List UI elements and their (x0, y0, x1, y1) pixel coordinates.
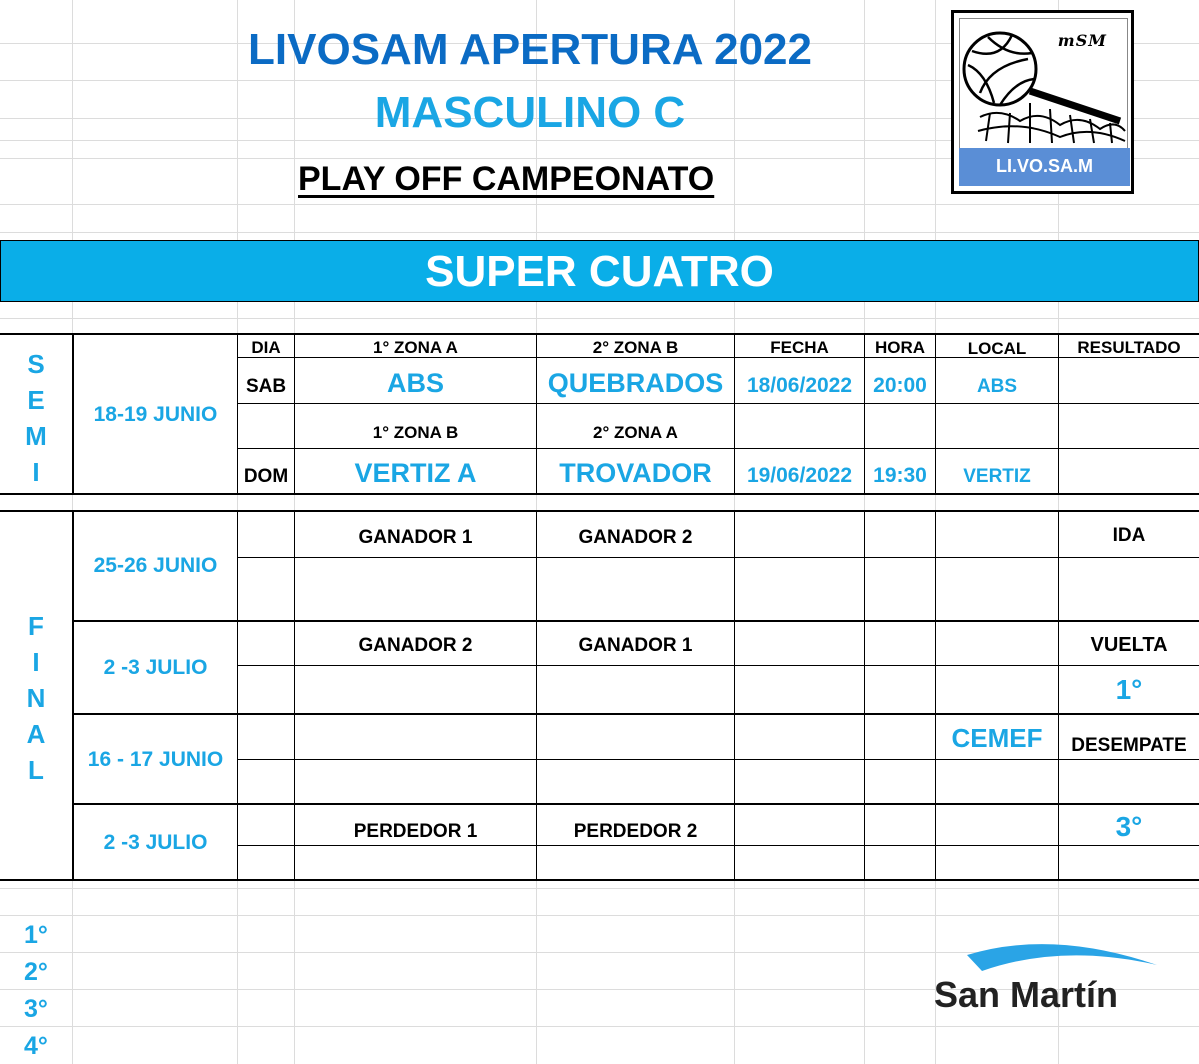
semi-match1-hora: 20:00 (873, 374, 927, 397)
final-ida-result: IDA (1112, 525, 1146, 546)
final-tercero-team1: PERDEDOR 1 (353, 821, 478, 842)
semi-match1-team2: QUEBRADOS (547, 368, 724, 398)
col-header-resultado: RESULTADO (1077, 338, 1181, 357)
semi-match2-day: DOM (243, 466, 289, 487)
final-first-place: 1° (1115, 674, 1143, 705)
final-desempate-local: CEMEF (951, 723, 1043, 753)
final-ida-team1: GANADOR 1 (358, 527, 473, 548)
col-header-hora: HORA (874, 338, 926, 357)
final-vuelta-team1: GANADOR 2 (358, 635, 473, 656)
col-header-dia: DIA (251, 338, 281, 357)
semi-vertical-label: S E M I (25, 349, 47, 487)
col-header-local: LOCAL (967, 339, 1027, 358)
logo-bar-text: LI.VO.SA.M (959, 148, 1130, 186)
san-martin-swoosh-icon (962, 935, 1162, 975)
livosam-logo (951, 10, 1134, 194)
section-title: PLAY OFF CAMPEONATO (298, 160, 715, 198)
final-tercero-team2: PERDEDOR 2 (573, 821, 698, 842)
final-vuelta-date: 2 -3 JULIO (103, 656, 208, 679)
semi-match2-local: VERTIZ (963, 466, 1031, 487)
semi-subheader-zona2: 2° ZONA A (593, 423, 678, 442)
col-header-zona2: 2° ZONA B (592, 338, 679, 357)
semi-match2-fecha: 19/06/2022 (746, 464, 853, 487)
semi-match1-local: ABS (976, 376, 1018, 397)
final-vuelta-team2: GANADOR 1 (578, 635, 693, 656)
sponsor-name: San Martín (934, 974, 1119, 1015)
semi-match1-team1: ABS (386, 368, 444, 398)
semi-match2-team1: VERTIZ A (354, 458, 477, 488)
semi-match2-team2: TROVADOR (559, 458, 712, 488)
standing-3: 3° (24, 995, 48, 1023)
final-desempate-date: 16 - 17 JUNIO (87, 748, 224, 771)
san-martin-logo (932, 935, 1199, 1015)
super-cuatro-banner (0, 240, 1199, 302)
col-header-fecha: FECHA (770, 338, 829, 357)
semi-subheader-zona1: 1° ZONA B (372, 423, 459, 442)
banner-title: SUPER CUATRO (425, 247, 774, 296)
final-tercero-date: 2 -3 JULIO (103, 831, 208, 854)
semi-match2-hora: 19:30 (873, 464, 927, 487)
final-third-place: 3° (1115, 811, 1143, 842)
final-desempate-result: DESEMPATE (1071, 735, 1187, 756)
final-ida-date: 25-26 JUNIO (93, 554, 218, 577)
standing-4: 4° (24, 1032, 48, 1060)
final-vertical-label: F I N A L (26, 611, 46, 785)
logo-badge: mSM (1057, 31, 1107, 50)
semi-match1-fecha: 18/06/2022 (746, 374, 853, 397)
semi-date: 18-19 JUNIO (93, 403, 218, 426)
final-vuelta-result: VUELTA (1090, 634, 1168, 656)
col-header-zona1: 1° ZONA A (373, 338, 458, 357)
page-subtitle: MASCULINO C (374, 88, 686, 137)
semi-match1-day: SAB (245, 376, 287, 397)
page-title: LIVOSAM APERTURA 2022 (248, 25, 812, 74)
standing-1: 1° (24, 921, 48, 949)
final-ida-team2: GANADOR 2 (578, 527, 693, 548)
standing-2: 2° (24, 958, 48, 986)
